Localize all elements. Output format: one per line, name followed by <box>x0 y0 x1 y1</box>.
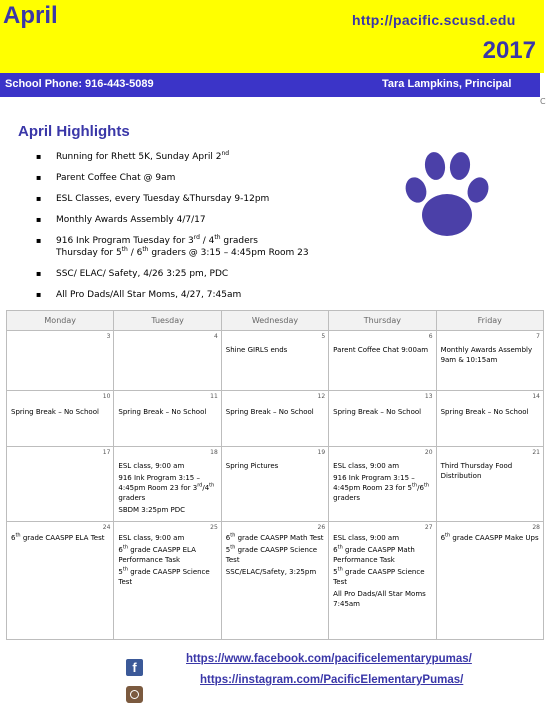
calendar-event: 916 Ink Program 3:15 – 4:45pm Room 23 for 3rd/4th graders <box>118 474 215 502</box>
calendar-event: 5th grade CAASPP Science Test <box>333 566 425 586</box>
day-number: 13 <box>424 393 433 400</box>
day-number: 19 <box>317 449 326 456</box>
bullet-icon: ▪ <box>36 236 42 245</box>
highlight-item: ▪ Parent Coffee Chat @ 9am <box>36 173 176 183</box>
highlight-item: ▪ Monthly Awards Assembly 4/7/17 <box>36 215 206 225</box>
month-title: April <box>3 2 58 29</box>
calendar-day <box>436 447 543 522</box>
calendar-event: Spring Break – No School <box>225 408 314 416</box>
calendar-day <box>221 331 328 391</box>
calendar-day <box>7 522 114 640</box>
calendar-event: Third Thursday Food Distribution <box>440 462 513 480</box>
april-calendar <box>6 310 544 640</box>
calendar-day <box>329 331 436 391</box>
instagram-link[interactable]: https://instagram.com/PacificElementaryPumas/ <box>200 674 464 686</box>
bullet-icon: ▪ <box>36 194 42 203</box>
calendar-day <box>329 391 436 447</box>
day-header: Wednesday <box>221 311 328 331</box>
highlight-item: ▪ ESL Classes, every Tuesday &Thursday 9-12pm <box>36 194 270 204</box>
day-number: 18 <box>210 449 218 456</box>
highlight-item: ▪ SSC/ ELAC/ Safety, 4/26 3:25 pm, PDC <box>36 269 229 279</box>
calendar-event: ESL class, 9:00 am <box>118 534 185 542</box>
calendar-event: SBDM 3:25pm PDC <box>118 506 185 514</box>
calendar-event: 6th grade CAASPP ELA Test <box>11 532 105 542</box>
school-phone: School Phone: 916-443-5089 <box>5 78 154 90</box>
day-header: Friday <box>436 311 543 331</box>
day-number: 6 <box>428 333 433 340</box>
day-number: 10 <box>102 393 111 400</box>
calendar-day <box>436 331 543 391</box>
day-number: 5 <box>321 333 326 340</box>
calendar-event: 6th grade CAASPP ELA Performance Task <box>118 544 196 564</box>
calendar-event: 6th grade CAASPP Math Performance Task <box>333 544 415 564</box>
instagram-icon[interactable] <box>126 686 143 703</box>
day-number: 12 <box>317 393 326 400</box>
calendar-event: Spring Pictures <box>225 462 279 470</box>
header-banner <box>0 0 544 73</box>
day-number: 21 <box>532 449 540 456</box>
calendar-event: 5th grade CAASPP Science Test <box>225 544 318 564</box>
calendar-event: Spring Break – No School <box>11 408 99 416</box>
highlight-item: ▪ Running for Rhett 5K, Sunday April 2nd <box>36 150 230 162</box>
calendar-event: 6th grade CAASPP Make Ups <box>440 532 539 542</box>
calendar-day <box>221 391 328 447</box>
calendar-event: ESL class, 9:00 am <box>333 462 400 470</box>
calendar-day <box>436 522 543 640</box>
day-number: 7 <box>536 333 540 340</box>
margin-mark: C <box>540 97 546 106</box>
calendar-day <box>436 391 543 447</box>
calendar-week <box>7 522 544 640</box>
calendar-event: Monthly Awards Assembly 9am & 10:15am <box>440 346 533 364</box>
calendar-event: Shine GIRLS ends <box>225 346 288 354</box>
day-header: Tuesday <box>114 311 221 331</box>
calendar-day <box>114 447 221 522</box>
calendar-day <box>114 522 221 640</box>
calendar-event: 5th grade CAASPP Science Test <box>118 566 210 586</box>
calendar-week <box>7 331 544 391</box>
calendar-day <box>221 447 328 522</box>
bullet-icon: ▪ <box>36 290 42 299</box>
highlight-item: Thursday for 5th / 6th graders @ 3:15 – 4:45pm Room 23 <box>56 246 309 258</box>
calendar-event: Spring Break – No School <box>118 408 207 416</box>
calendar-event: ESL class, 9:00 am <box>118 462 185 470</box>
calendar-event: 916 Ink Program 3:15 – 4:45pm Room 23 for 5th/6th graders <box>333 474 430 502</box>
calendar-day <box>221 522 328 640</box>
day-number: 25 <box>210 524 218 531</box>
calendar-event: 6th grade CAASPP Math Test <box>225 532 324 542</box>
bullet-icon: ▪ <box>36 152 42 161</box>
calendar-event: SSC/ELAC/Safety, 3:25pm <box>225 568 317 576</box>
calendar-day <box>7 447 114 522</box>
calendar-week <box>7 447 544 522</box>
highlights-list <box>36 151 396 301</box>
day-number: 24 <box>102 524 111 531</box>
day-number: 26 <box>317 524 326 531</box>
year-title: 2017 <box>482 37 536 64</box>
calendar-event: ESL class, 9:00 am <box>333 534 400 542</box>
bullet-icon: ▪ <box>36 173 42 182</box>
calendar-day <box>329 447 436 522</box>
day-number: 17 <box>102 449 111 456</box>
calendar-day <box>329 522 436 640</box>
day-number: 27 <box>424 524 433 531</box>
day-header: Thursday <box>329 311 436 331</box>
contact-bar <box>0 73 540 97</box>
day-number: 14 <box>532 393 540 400</box>
bullet-icon: ▪ <box>36 269 42 278</box>
calendar-event: Parent Coffee Chat 9:00am <box>333 346 429 354</box>
day-number: 20 <box>424 449 433 456</box>
day-number: 28 <box>532 524 540 531</box>
calendar-event: All Pro Dads/All Star Moms 7:45am <box>333 590 426 608</box>
calendar-event: Spring Break – No School <box>440 408 529 416</box>
calendar-day <box>7 391 114 447</box>
highlights-title: April Highlights <box>18 123 130 140</box>
principal-name: Tara Lampkins, Principal <box>382 78 512 90</box>
calendar-day <box>7 331 114 391</box>
day-number: 3 <box>106 333 111 340</box>
bullet-icon: ▪ <box>36 215 42 224</box>
calendar-event: Spring Break – No School <box>333 408 422 416</box>
day-number: 4 <box>213 333 218 340</box>
calendar-day <box>114 331 221 391</box>
highlight-item: ▪ 916 Ink Program Tuesday for 3rd / 4th graders <box>36 234 258 246</box>
calendar-week <box>7 391 544 447</box>
facebook-icon[interactable]: f <box>126 659 143 676</box>
day-header: Monday <box>7 311 114 331</box>
day-number: 11 <box>210 393 218 400</box>
facebook-link[interactable]: https://www.facebook.com/pacificelementarypumas/ <box>186 653 472 665</box>
calendar-day <box>114 391 221 447</box>
paw-print-icon <box>402 150 490 242</box>
school-website-link[interactable]: http://pacific.scusd.edu <box>352 12 516 28</box>
highlight-item: ▪ All Pro Dads/All Star Moms, 4/27, 7:45am <box>36 290 242 300</box>
